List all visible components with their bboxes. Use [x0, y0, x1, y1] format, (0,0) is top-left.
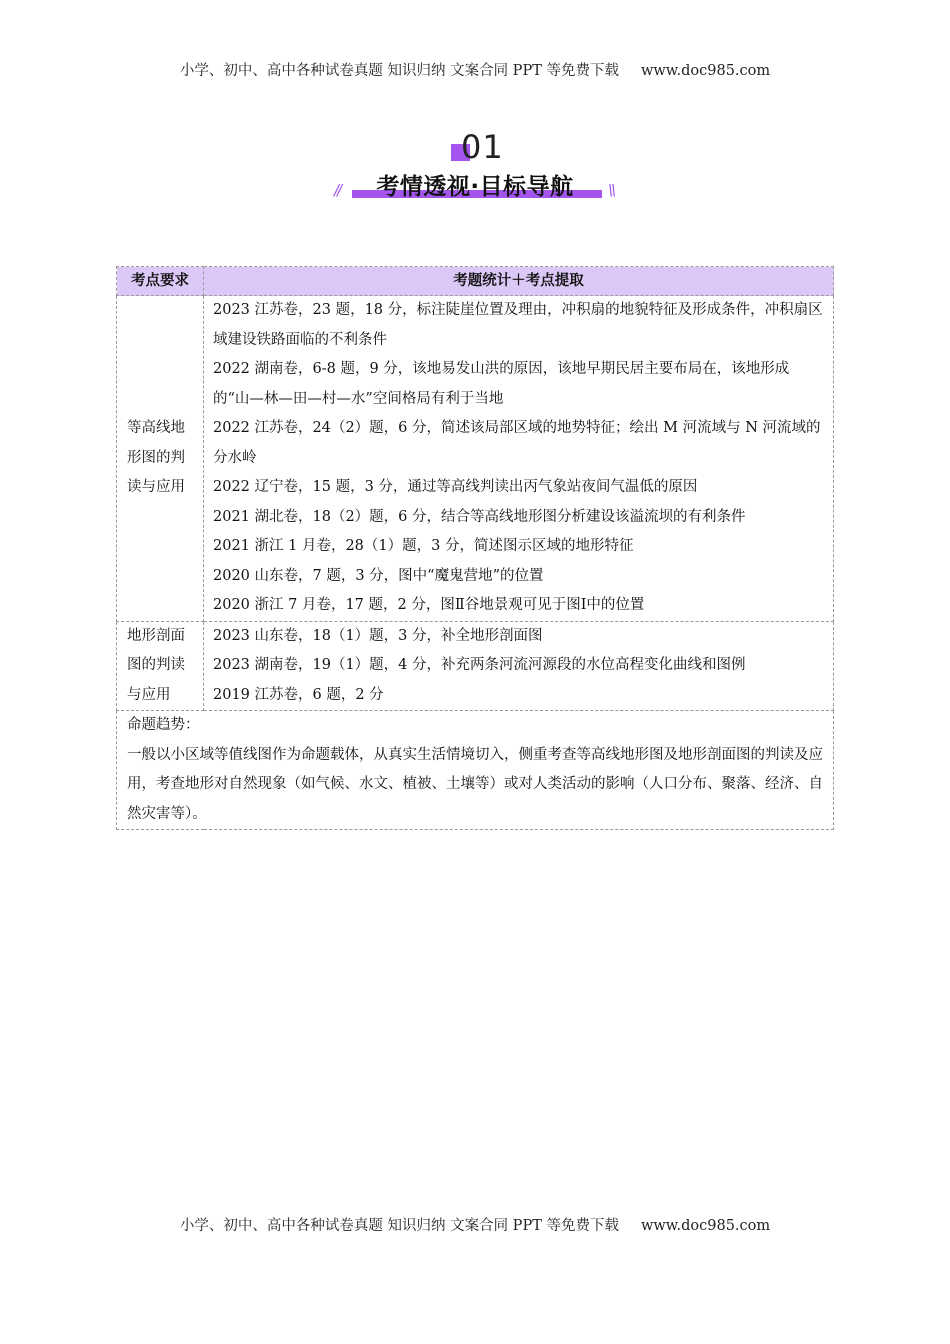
footer-text: 小学、初中、高中各种试卷真题 知识归纳 文案合同 PPT 等免费下载: [179, 1218, 619, 1234]
section-number: 01: [461, 128, 504, 166]
header-statistics: 考题统计＋考点提取: [204, 267, 834, 296]
exam-table: [116, 266, 834, 830]
exam-item: 2022 湖南卷，6-8 题，9 分，该地易发山洪的原因，该地早期民居主要布局在，该地形成的“山—林—田—村—水”空间格局有利于当地: [213, 361, 790, 407]
trend-row: [117, 711, 834, 830]
exam-item: 2021 浙江 1 月卷，28（1）题，3 分，简述图示区域的地形特征: [213, 538, 634, 554]
exam-item: 2022 辽宁卷，15 题，3 分，通过等高线判读出丙气象站夜间气温低的原因: [213, 479, 698, 495]
right-slash-decoration: \\: [608, 181, 615, 199]
exam-item: 2019 江苏卷，6 题，2 分: [213, 686, 384, 703]
table-header-row: [117, 267, 834, 296]
footer-site-link[interactable]: www.doc985.com: [640, 1218, 771, 1234]
header-text: 小学、初中、高中各种试卷真题 知识归纳 文案合同 PPT 等免费下载: [179, 63, 619, 79]
table-row: [117, 621, 834, 711]
exam-item: 2020 山东卷，7 题，3 分，图中“魔鬼营地”的位置: [213, 567, 544, 584]
table-row: [117, 296, 834, 622]
trend-cell: [117, 711, 834, 830]
header-requirement: 考点要求: [117, 267, 204, 296]
exam-item: 2022 江苏卷，24（2）题，6 分，简述该局部区域的地势特征；绘出 M 河流域与 N 河流域的分水岭: [213, 420, 821, 466]
category-profile-map: 地形剖面图的判读与应用: [117, 621, 204, 711]
trend-text: 一般以小区域等值线图作为命题载体，从真实生活情境切入，侧重考查等高线地形图及地形剖面图的判读及应用，考查地形对自然现象（如气候、水文、植被、土壤等）或对人类活动的影响（人口分布、聚落、经济、自然灾害等）。: [127, 746, 823, 822]
section-title: 考情透视·目标导航: [376, 174, 574, 200]
exam-item: 2020 浙江 7 月卷，17 题，2 分，图Ⅱ谷地景观可见于图Ⅰ中的位置: [213, 597, 645, 613]
page-header: [0, 59, 950, 80]
header-site-link[interactable]: www.doc985.com: [640, 63, 771, 79]
exam-item: 2021 湖北卷，18（2）题，6 分，结合等高线地形图分析建设该溢流坝的有利条件: [213, 508, 746, 525]
category-contour-map: 等高线地形图的判读与应用: [117, 296, 204, 622]
exam-items: [204, 296, 834, 622]
left-slash-decoration: //: [334, 181, 341, 199]
section-badge: [330, 128, 620, 208]
exam-items: [204, 621, 834, 711]
exam-item: 2023 山东卷，18（1）题，3 分，补全地形剖面图: [213, 627, 543, 644]
trend-label: 命题趋势：: [127, 717, 200, 733]
exam-item: 2023 湖南卷，19（1）题，4 分，补充两条河流河源段的水位高程变化曲线和图例: [213, 657, 746, 673]
exam-item: 2023 江苏卷，23 题，18 分，标注陡崖位置及理由，冲积扇的地貌特征及形成条件，冲积扇区域建设铁路面临的不利条件: [213, 302, 823, 348]
page-footer: [0, 1214, 950, 1235]
